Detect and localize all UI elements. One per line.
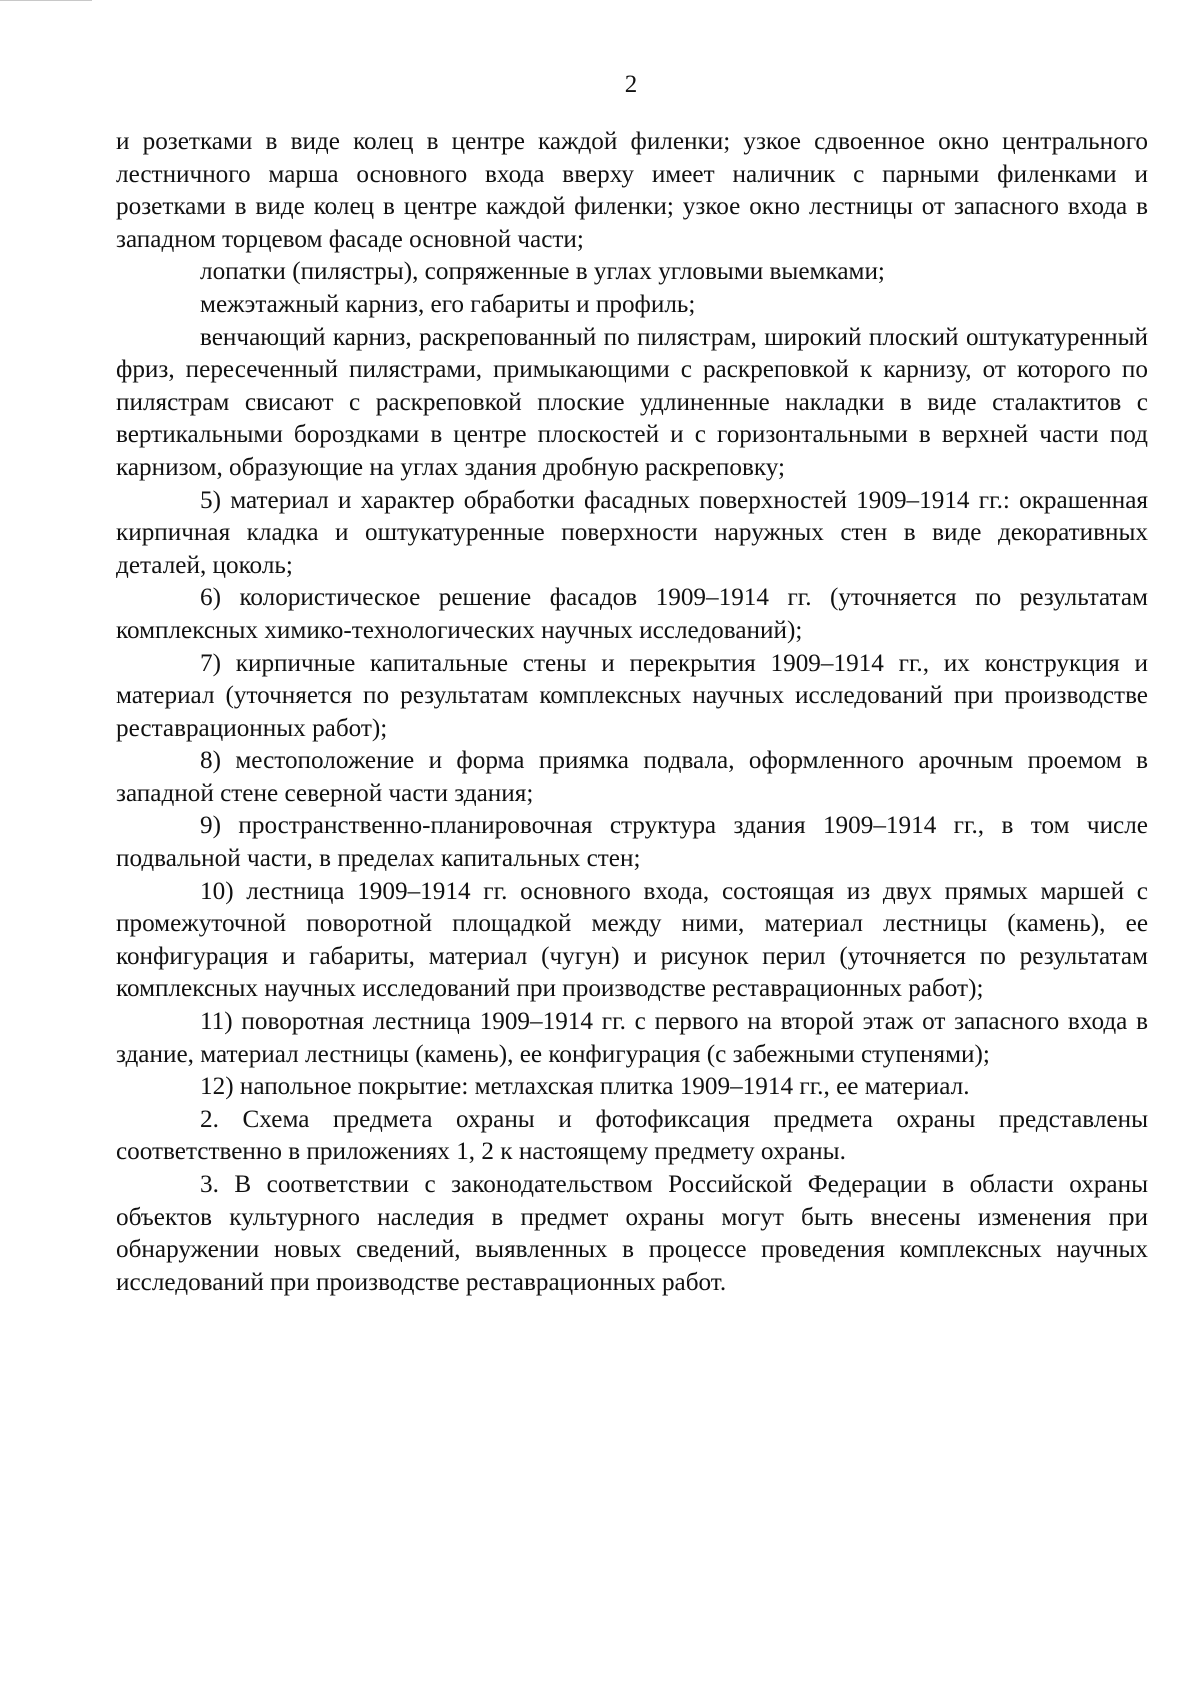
paragraph-item-8: 8) местоположение и форма приямка подвала, оформленного арочным проемом в западной стене северной части здания; [116,747,1148,807]
page-number: 2 [624,71,638,98]
paragraph-item-7: 7) кирпичные капитальные стены и перекрытия 1909–1914 гг., их конструкция и материал (уточняется по результатам комплексных научных исследований при производстве реставрационных работ); [116,649,1148,742]
paragraph-item-12: 12) напольное покрытие: метлахская плитка 1909–1914 гг., ее материал. [200,1073,970,1101]
paragraph-interfloor-cornice: межэтажный карниз, его габариты и профиль; [200,290,696,318]
paragraph-item-11: 11) поворотная лестница 1909–1914 гг. с первого на второй этаж от запасного входа в здание, материал лестницы (камень), ее конфигурация (с забежными ступенями); [116,1008,1148,1068]
paragraph-item-6: 6) колористическое решение фасадов 1909–1914 гг. (уточняется по результатам комплексных химико-технологических научных исследований); [116,584,1148,644]
paragraph-item-10: 10) лестница 1909–1914 гг. основного входа, состоящая из двух прямых маршей с промежуточной поворотной площадкой между ними, материал лестницы (камень), ее конфигурация и габариты, материал (чугун) и рисунок перил (уточняется по результатам комплексных научных исследований при производстве реставрационных работ); [116,877,1148,1003]
paragraph-continuation: и розетками в виде колец в центре каждой филенки; узкое сдвоенное окно центрального лестничного марша основного входа вверху имеет наличник с парными филенками и розетками в виде колец в центре каждой филенки; узкое окно лестницы от запасного входа в западном торцевом фасаде основной части; [116,128,1148,253]
paragraph-item-9: 9) пространственно-планировочная структура здания 1909–1914 гг., в том числе подвальной части, в пределах капитальных стен; [116,812,1148,873]
paragraph-pilasters: лопатки (пилястры), сопряженные в углах угловыми выемками; [200,258,885,286]
paragraph-section-2: 2. Схема предмета охраны и фотофиксация предмета охраны представлены соответственно в приложениях 1, 2 к настоящему предмету охраны. [116,1105,1148,1166]
paragraph-crowning-cornice: венчающий карниз, раскрепованный по пилястрам, широкий плоский оштукатуренный фриз, пересеченный пилястрами, примыкающими с раскреповкой к карнизу, от которого по пилястрам свисают с раскреповкой плоские удлиненные накладки в виде сталактитов с вертикальными бороздками в центре плоскостей и с горизонтальными в верхней части под карнизом, образующие на углах здания дробную раскреповку; [116,323,1148,481]
document-body [116,126,1148,1299]
scan-edge-mark [0,0,92,1]
paragraph-item-5: 5) материал и характер обработки фасадных поверхностей 1909–1914 гг.: окрашенная кирпичная кладка и оштукатуренные поверхности наружных стен в виде декоративных деталей, цоколь; [116,486,1148,579]
paragraph-section-3: 3. В соответствии с законодательством Российской Федерации в области охраны объектов культурного наследия в предмет охраны могут быть внесены изменения при обнаружении новых сведений, выявленных в процессе проведения комплексных научных исследований при производстве реставрационных работ. [116,1171,1148,1296]
